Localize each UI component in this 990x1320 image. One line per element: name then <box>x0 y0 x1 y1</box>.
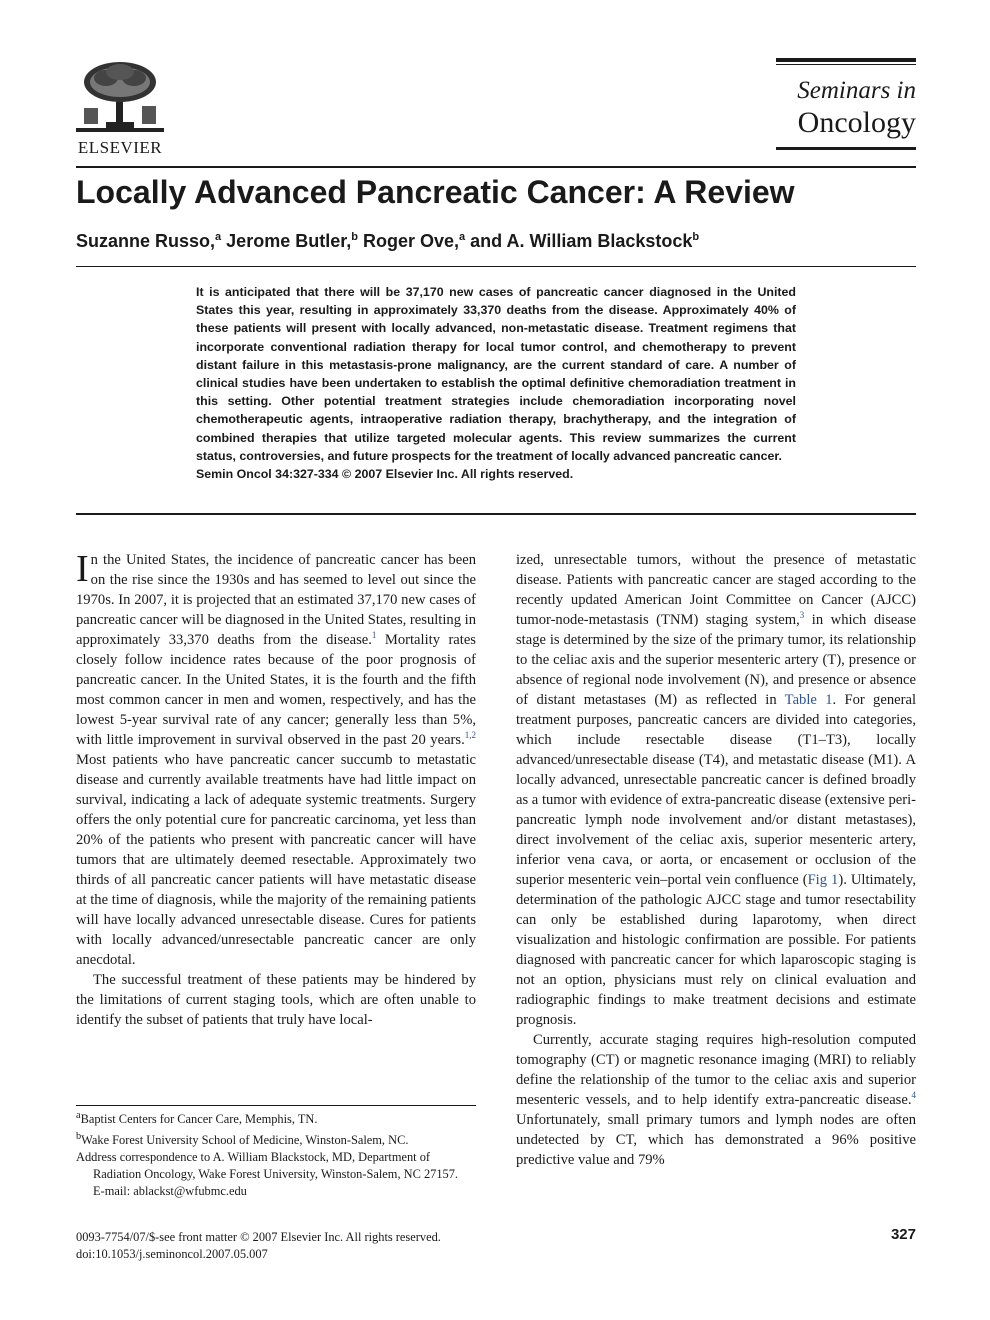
author-name: Roger Ove, <box>362 231 460 251</box>
drop-cap: I <box>76 548 89 590</box>
body-paragraph <box>516 550 916 1030</box>
journal-rule-top-thin <box>776 64 916 65</box>
body-paragraph <box>516 1030 916 1170</box>
body-text: in which disease stage is determined by the size of the primary tumor, its relationship to the celiac axis and the superior mesenteric artery (T), presence or absence of regional node involvement (N), and presence or absence of distant metastases (M) as reflected in <box>516 612 916 708</box>
body-column-left <box>76 550 476 1030</box>
abstract-divider-bottom <box>76 513 916 515</box>
page-number: 327 <box>890 1226 916 1243</box>
body-text: . For general treatment purposes, pancreatic cancers are divided into categories, which include resectable disease (T1–T3), locally advanced/unresectable disease (T4), and metastatic disease (M1). A locally advanced, unresectable pancreatic cancer is defined broadly as a tumor with evidence of extra-pancreatic disease (extensive peri-pancreatic lymph node involvement and/or distant metastases), direct involvement of the celiac axis, superior mesenteric artery, inferior vena cava, or aorta, or encasement or occlusion of the superior mesenteric vein–portal vein confluence ( <box>516 692 916 888</box>
abstract-text: It is anticipated that there will be 37,170 new cases of pancreatic cancer diagnosed in the United States this year, resulting in approximately 33,370 deaths from the disease. Approximately 40% of these patients will present with locally advanced, non-metastatic disease. Treatment regimens that incorporate conventional radiation therapy for local tumor control, and chemotherapy to prevent distant failure in this metastasis-prone malignancy, are the current standard of care. A number of clinical studies have been undertaken to establish the optimal definitive chemoradiation treatment in this setting. Other potential treatment strategies include chemoradiation incorporating novel chemotherapeutic agents, intraoperative radiation therapy, brachytherapy, and the integration of combined therapies that utilize targeted molecular agents. This review summarizes the current status, controversies, and future prospects for the treatment of locally advanced pancreatic cancer. <box>196 285 796 463</box>
body-paragraph <box>76 970 476 1030</box>
journal-rule-bottom <box>776 147 916 150</box>
footnote-divider <box>76 1105 476 1106</box>
body-text: ized, unresectable tumors, without the presence of metastatic disease. Patients with pancreatic cancer are staged according to the recently updated American Joint Committee on Cancer (AJCC) tumor-node-metastasis (TNM) staging system, <box>516 552 916 628</box>
affiliation-mark: b <box>692 231 700 243</box>
header-divider <box>76 166 916 168</box>
affiliation-mark: a <box>76 1110 81 1121</box>
footnote-email[interactable]: E-mail: ablackst@wfubmc.edu <box>93 1184 247 1199</box>
body-text: Currently, accurate staging requires high-resolution computed tomography (CT) or magnetic resonance imaging (MRI) to reliably define the relationship of the tumor to the celiac axis and superior mesenteric vessels, and to help identify extra-pancreatic disease. <box>516 1032 916 1108</box>
abstract <box>196 283 796 483</box>
publisher-logo <box>76 58 164 156</box>
abstract-divider-top <box>76 266 916 267</box>
reference-link[interactable]: 1,2 <box>464 730 476 741</box>
journal-masthead <box>776 58 916 150</box>
publisher-name: ELSEVIER <box>77 138 163 157</box>
footnotes <box>76 1107 476 1200</box>
footnote-text: Baptist Centers for Cancer Care, Memphis, TN. <box>80 1112 318 1127</box>
body-column-right <box>516 550 916 1170</box>
body-text: n the United States, the incidence of pancreatic cancer has been on the rise since the 1930s and has seemed to level out since the 1970s. In 2007, it is projected that an estimated 37,170 new cases of pancreatic cancer will be diagnosed in the United States, resulting in approximately 33,370 deaths from the disease. <box>76 552 476 648</box>
author-name: and A. William Blackstock <box>470 231 693 251</box>
affiliation-mark: a <box>459 231 466 243</box>
reference-link[interactable]: 4 <box>911 1090 916 1101</box>
affiliation-mark: b <box>76 1131 82 1143</box>
author-name: Suzanne Russo, <box>76 231 216 251</box>
body-text: Unfortunately, small primary tumors and lymph nodes are often undetected by CT, which has demonstrated a 96% positive predictive value and 79% <box>516 1112 916 1168</box>
footnote-affiliation-a <box>76 1107 476 1128</box>
footnote-text: Wake Forest University School of Medicine, Winston-Salem, NC. <box>81 1133 409 1148</box>
figure-1-link[interactable]: Fig 1 <box>807 872 839 888</box>
elsevier-tree-logo-icon <box>76 58 164 132</box>
author-list <box>76 224 916 254</box>
doi-line[interactable]: doi:10.1053/j.seminoncol.2007.05.007 <box>76 1247 268 1261</box>
footnote-correspondence: Address correspondence to A. William Blackstock, MD, Department of Radiation Oncology, Wake Forest University, Winston-Salem, NC 27157. <box>76 1150 459 1182</box>
affiliation-mark: a <box>215 231 222 243</box>
reference-link[interactable]: 3 <box>799 610 805 621</box>
journal-rule-top <box>776 58 916 62</box>
table-1-link[interactable]: Table 1 <box>784 692 833 708</box>
affiliation-mark: b <box>351 231 358 243</box>
body-text: Mortality rates closely follow incidence rates because of the poor prognosis of pancreatic cancer. In the United States, it is the fourth and the fifth most common cancer in men and women, respectively, and has the lowest 5-year survival rate of any cancer; generally less than 5%, with little improvement in survival observed in the past 20 years. <box>76 632 476 748</box>
body-paragraph <box>76 550 476 970</box>
body-text: The successful treatment of these patients may be hindered by the limitations of current staging tools, which are often unable to identify the subset of patients that truly have local- <box>76 972 476 1028</box>
article-title: Locally Advanced Pancreatic Cancer: A Review <box>76 174 795 210</box>
body-text: Most patients who have pancreatic cancer succumb to metastatic disease and currently available treatments have had little impact on survival, indicating a lack of adequate systemic treatments. Surgery offers the only potential cure for pancreatic carcinoma, yet less than 20% of the patients who present with pancreatic cancer will have tumors that are ultimately deemed resectable. Approximately two thirds of all pancreatic cancer patients will have metastatic disease at the time of diagnosis, while the majority of the remaining patients will have locally advanced unresectable disease. Cures for patients with locally advanced/unresectable pancreatic cancer are only anecdotal. <box>76 752 476 968</box>
author-name: Jerome Butler, <box>226 231 352 251</box>
issn-line: 0093-7754/07/$-see front matter © 2007 Elsevier Inc. All rights reserved. <box>76 1230 441 1244</box>
journal-name-line2: Oncology <box>797 106 916 139</box>
footer <box>76 1229 576 1263</box>
footnote-affiliation-b <box>76 1128 476 1149</box>
body-text: ). Ultimately, determination of the pathologic AJCC stage and tumor resectability can only be established during laparotomy, when direct visualization and histologic confirmation are possible. For patients diagnosed with pancreatic cancer for which laparoscopic staging is not an option, physicians must rely on clinical evaluation and radiographic findings to make treatment decisions and estimate prognosis. <box>516 872 916 1028</box>
reference-link[interactable]: 1 <box>371 630 377 641</box>
journal-name-line1: Seminars in <box>797 77 916 104</box>
citation: Semin Oncol 34:327-334 © 2007 Elsevier Inc. All rights reserved. <box>196 467 574 482</box>
